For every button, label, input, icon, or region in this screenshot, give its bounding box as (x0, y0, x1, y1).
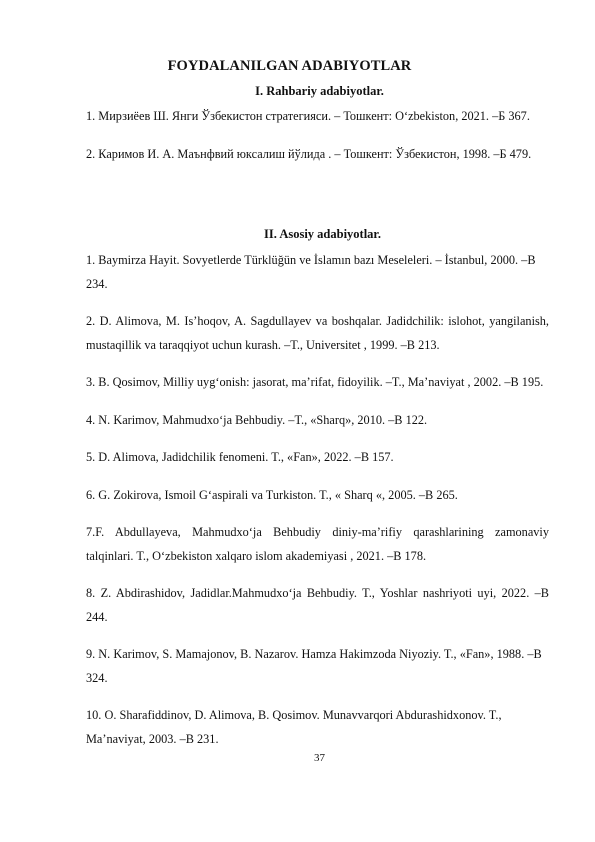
reference-entry: 7.F. Abdullayeva, Mahmudxo‘ja Behbudiy diniy-ma’rifiy qarashlarining zamonaviy talqinlari. T., O‘zbekiston xalqaro islom akademiyasi , 2021. –B 178. (86, 525, 549, 563)
reference-entry: 2. Каримов И. А. Маънфвий юксалиш йўлида . – Тошкент: Ўзбекистон, 1998. –Б 479. (86, 146, 532, 161)
rahbariy-list (86, 105, 549, 180)
reference-entry: 9. N. Karimov, S. Mamajonov, B. Nazarov. Hamza Hakimzoda Niyoziy. T., «Fan», 1988. –B 324. (86, 647, 542, 685)
reference-entry: 8. Z. Abdirashidov, Jadidlar.Mahmudxo‘ja Behbudiy. T., Yoshlar nashriyoti uyi, 2022. –B 244. (86, 586, 549, 624)
asosiy-list (86, 249, 549, 765)
section-heading-rahbariy: I. Rahbariy adabiyotlar. (255, 84, 384, 98)
reference-entry: 1. Мирзиёев Ш. Янги Ўзбекистон стратегияси. – Тошкент: O‘zbekiston, 2021. –Б 367. (86, 109, 530, 123)
page-number: 37 (314, 752, 325, 764)
reference-entry: 2. D. Alimova, M. Is’hoqov, A. Sagdullayev va boshqalar. Jadidchilik: islohot, yangilanish, mustaqillik va taraqqiyot uchun kurash. –T., Universitet , 1999. –B 213. (86, 314, 549, 352)
reference-entry: 10. O. Sharafiddinov, D. Alimova, B. Qosimov. Munavvarqori Abdurashidxonov. T., Ma’naviyat, 2003. –B 231. (86, 708, 502, 746)
reference-entry: 4. N. Karimov, Mahmudxo‘ja Behbudiy. –T., «Sharq», 2010. –B 122. (86, 412, 428, 427)
reference-entry: 6. G. Zokirova, Ismoil G‘aspirali va Turkiston. T., « Sharq «, 2005. –B 265. (86, 487, 458, 502)
reference-entry: 1. Baymirza Hayit. Sovyetlerde Türklüğün ve İslamın bazı Meseleleri. – İstanbul, 2000. –B 234. (86, 253, 536, 291)
section-heading-asosiy: II. Asosiy adabiyotlar. (264, 227, 381, 241)
page-title: FOYDALANILGAN ADABIYOTLAR (167, 58, 412, 74)
reference-entry: 5. D. Alimova, Jadidchilik fenomeni. T., «Fan», 2022. –B 157. (86, 450, 394, 464)
reference-entry: 3. B. Qosimov, Milliy uyg‘onish: jasorat, ma’rifat, fidoyilik. –T., Ma’naviyat , 2002. –B 195. (86, 375, 544, 389)
